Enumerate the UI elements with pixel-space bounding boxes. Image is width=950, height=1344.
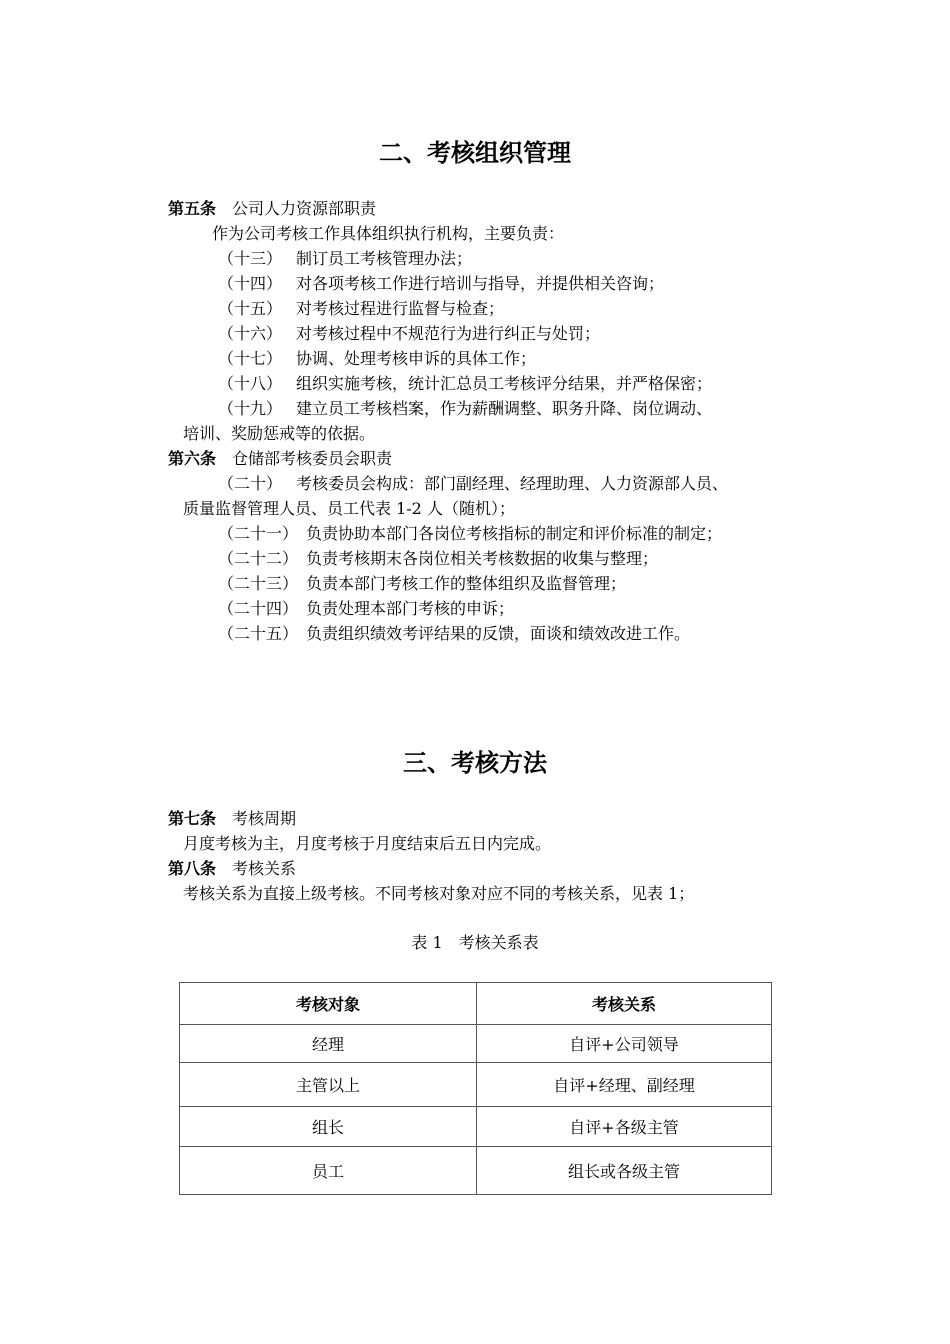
list-item [218,523,722,545]
article-5-title: 公司人力资源部职责 [232,199,377,218]
article-6-heading [168,448,392,470]
list-item [218,573,626,595]
article-8-title: 考核关系 [232,859,297,878]
article-7-title: 考核周期 [232,809,297,828]
table-cell: 员工 [180,1147,477,1195]
table-cell: 组长或各级主管 [477,1147,772,1195]
item-text: 组织实施考核，统计汇总员工考核评分结果，并严格保密； [296,374,713,393]
item-text: 负责处理本部门考核的申诉； [306,599,515,618]
relationship-table [179,982,772,1195]
item-text: 协调、处理考核申诉的具体工作； [296,349,537,368]
item-number: （十七） [218,349,283,368]
item-number: （二十二） [218,549,299,568]
table-header-row [180,983,772,1025]
article-7-label: 第七条 [168,809,217,828]
table-cell: 自评+公司领导 [477,1025,772,1063]
list-item [218,473,728,495]
item-text: 建立员工考核档案，作为薪酬调整、职务升降、岗位调动、 [296,399,713,418]
table-cell: 自评+经理、副经理 [477,1063,772,1107]
table-row [180,1025,772,1063]
item-number: （二十四） [218,599,299,618]
item-number: （二十一） [218,524,299,543]
article-5-heading [168,198,376,220]
table-cell: 经理 [180,1025,477,1063]
item-number: （十三） [218,249,283,268]
table-cell: 自评+各级主管 [477,1107,772,1147]
list-item [218,373,712,395]
article-6-label: 第六条 [168,449,217,468]
section-title-method: 三、考核方法 [403,749,547,777]
item-text: 负责组织绩效考评结果的反馈，面谈和绩效改进工作。 [306,624,691,643]
item-number: （十四） [218,274,283,293]
article-8-label: 第八条 [168,859,217,878]
item-text: 对各项考核工作进行培训与指导，并提供相关咨询； [296,274,665,293]
list-item [218,623,690,645]
article-6-title: 仓储部考核委员会职责 [232,449,393,468]
table-caption: 表 1 考核关系表 [411,933,539,952]
table-cell: 组长 [180,1107,477,1147]
item-number: （二十三） [218,574,299,593]
list-item [218,398,712,420]
article-8-heading [168,858,296,880]
table-header-cell: 考核关系 [477,983,772,1025]
article-5-label: 第五条 [168,199,217,218]
list-item [218,248,472,270]
list-item-continuation: 质量监督管理人员、员工代表 1-2 人（随机）； [183,499,515,518]
table-row [180,1147,772,1195]
item-text: 负责考核期末各岗位相关考核数据的收集与整理； [306,549,659,568]
item-text: 制订员工考核管理办法； [296,249,473,268]
item-text: 对考核过程进行监督与检查； [296,299,505,318]
list-item-continuation: 培训、奖励惩戒等的依据。 [183,424,376,443]
list-item [218,323,600,345]
item-number: （二十） [218,474,283,493]
item-number: （十八） [218,374,283,393]
list-item [218,598,514,620]
article-7-body: 月度考核为主，月度考核于月度结束后五日内完成。 [183,834,552,853]
item-text: 考核委员会构成：部门副经理、经理助理、人力资源部人员、 [296,474,729,493]
item-text: 对考核过程中不规范行为进行纠正与处罚； [296,324,601,343]
item-text: 负责本部门考核工作的整体组织及监督管理； [306,574,627,593]
item-number: （二十五） [218,624,299,643]
table-row [180,1107,772,1147]
item-number: （十九） [218,399,283,418]
list-item [218,273,664,295]
article-8-body: 考核关系为直接上级考核。不同考核对象对应不同的考核关系，见表 1； [183,884,695,903]
item-text: 负责协助本部门各岗位考核指标的制定和评价标准的制定； [306,524,723,543]
table-row [180,1063,772,1107]
article-7-heading [168,808,296,830]
list-item [218,298,504,320]
article-5-intro: 作为公司考核工作具体组织执行机构，主要负责： [212,224,565,243]
list-item [218,348,536,370]
section-title-organization: 二、考核组织管理 [379,139,571,167]
table-cell: 主管以上 [180,1063,477,1107]
item-number: （十六） [218,324,283,343]
list-item [218,548,658,570]
table-header-cell: 考核对象 [180,983,477,1025]
item-number: （十五） [218,299,283,318]
